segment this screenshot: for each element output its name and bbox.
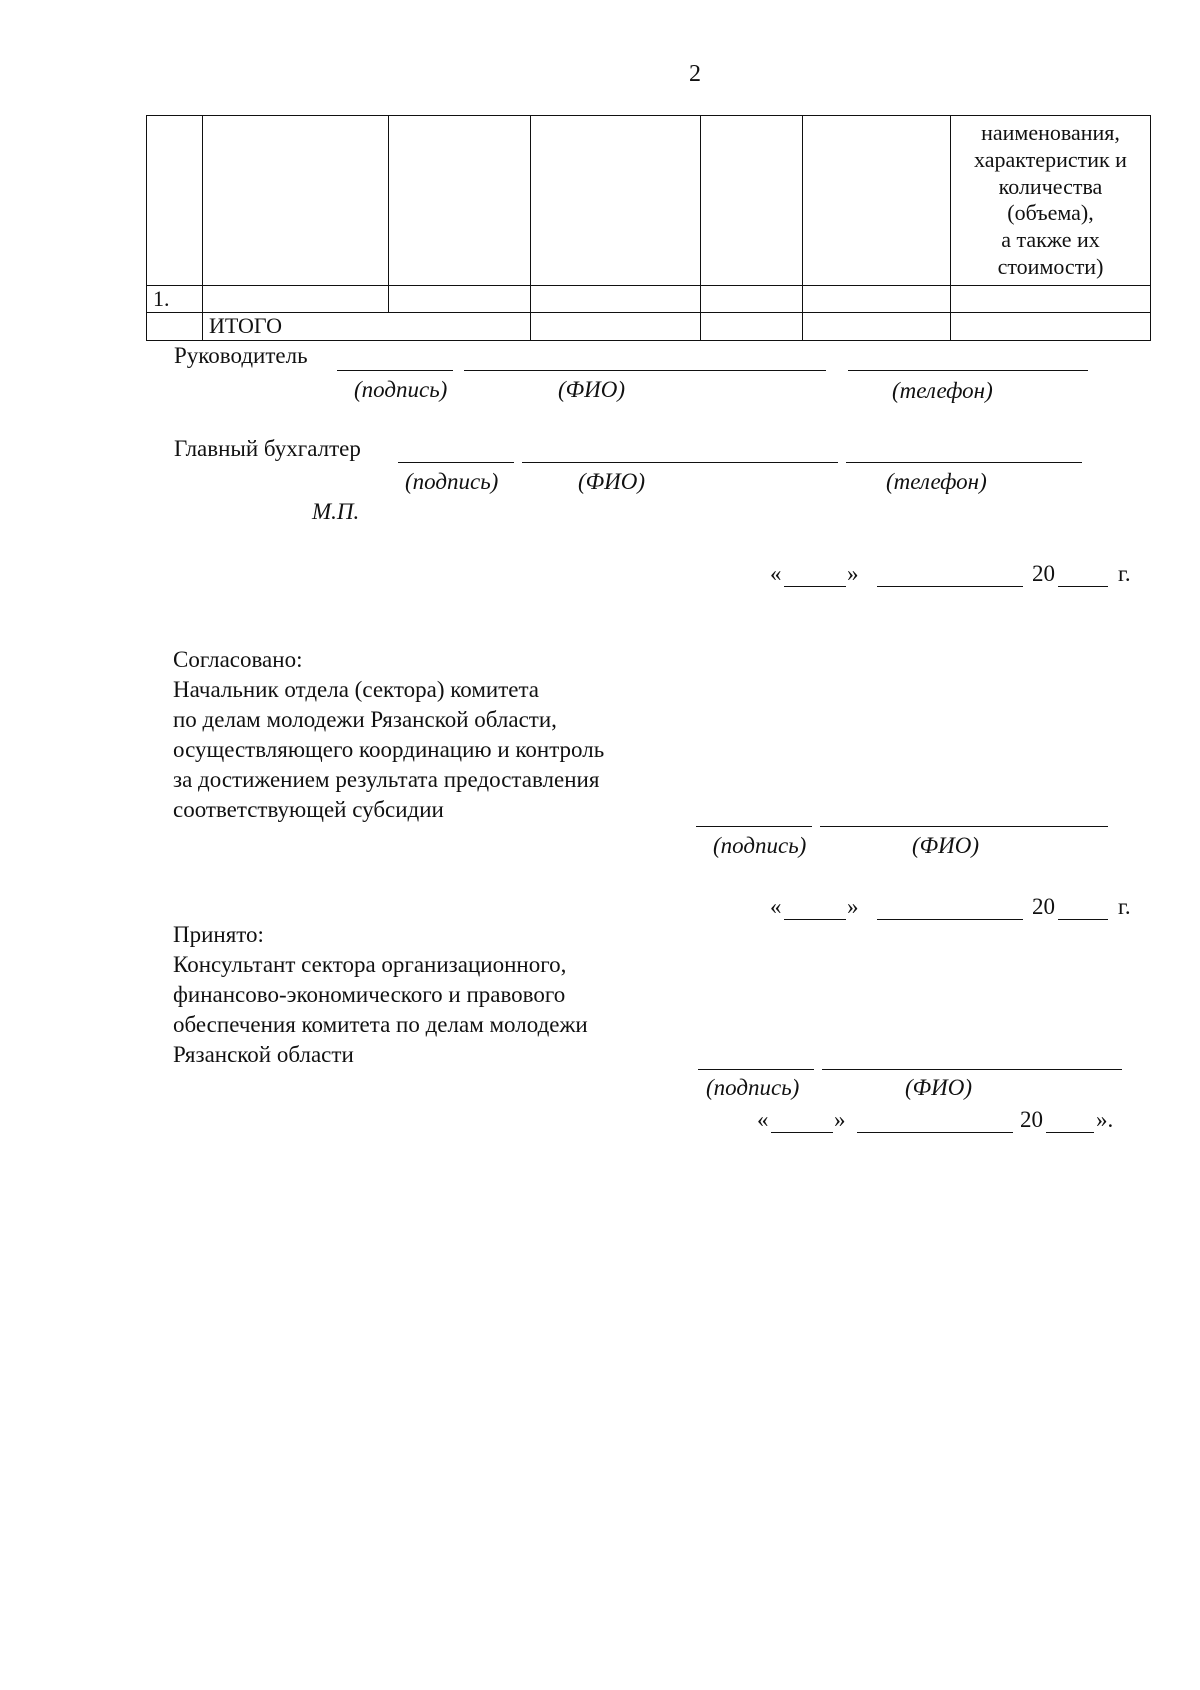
table-cell	[951, 286, 1151, 313]
date-year-prefix: 20	[1032, 894, 1055, 919]
date-close-quote: »	[847, 561, 859, 586]
table-cell	[701, 286, 803, 313]
table-row	[147, 286, 1151, 313]
date-month-line	[877, 586, 1023, 587]
table-cell	[803, 116, 951, 286]
signature-line	[698, 1069, 814, 1070]
caption-name: (ФИО)	[912, 833, 980, 858]
accountant-label: Главный бухгалтер	[174, 436, 361, 461]
head-label: Руководитель	[174, 343, 308, 368]
name-line	[820, 826, 1108, 827]
caption-name: (ФИО)	[578, 469, 646, 494]
table-header-row	[147, 116, 1151, 286]
accepted-line: Консультант сектора организационного,	[173, 952, 567, 977]
date-month-line	[877, 919, 1023, 920]
caption-signature: (подпись)	[713, 833, 807, 858]
caption-phone: (телефон)	[892, 378, 993, 403]
table-cell	[951, 313, 1151, 341]
signature-line	[696, 826, 812, 827]
date-open-quote: «	[770, 561, 782, 586]
name-line	[822, 1069, 1122, 1070]
date-day-line	[784, 919, 846, 920]
name-line	[464, 370, 826, 371]
page-number: 2	[689, 61, 701, 87]
date-month-line	[857, 1132, 1013, 1133]
table-cell	[701, 313, 803, 341]
table-cell	[389, 286, 531, 313]
accepted-line: обеспечения комитета по делам молодежи	[173, 1012, 588, 1037]
agreed-line: Начальник отдела (сектора) комитета	[173, 677, 540, 702]
report-table	[146, 115, 1151, 341]
table-cell	[203, 116, 389, 286]
table-cell	[803, 286, 951, 313]
date-year-suffix: г.	[1118, 561, 1131, 586]
date-year-line	[1058, 919, 1108, 920]
row-number-cell: 1.	[147, 286, 203, 313]
date-year-suffix: г.	[1118, 894, 1131, 919]
date-close-quote: »	[834, 1107, 846, 1132]
accepted-block	[173, 920, 588, 1070]
table-cell	[531, 286, 701, 313]
agreed-line: соответствующей субсидии	[173, 797, 444, 822]
accepted-heading: Принято:	[173, 922, 264, 947]
table-header-last-cell	[951, 116, 1151, 286]
caption-signature: (подпись)	[706, 1075, 800, 1100]
date-year-prefix: 20	[1032, 561, 1055, 586]
accepted-line: финансово-экономического и правового	[173, 982, 566, 1007]
stamp-mark: М.П.	[312, 499, 360, 524]
table-cell	[147, 116, 203, 286]
total-label-cell: ИТОГО	[203, 313, 531, 341]
agreed-line: осуществляющего координацию и контроль	[173, 737, 605, 762]
header-line: а также их	[1001, 227, 1100, 253]
date-day-line	[771, 1132, 833, 1133]
table-total-row	[147, 313, 1151, 341]
header-line: наименования,	[981, 120, 1120, 145]
agreed-heading: Согласовано:	[173, 647, 303, 672]
table-cell	[147, 313, 203, 341]
date-year-line	[1058, 586, 1108, 587]
signature-line	[337, 370, 453, 371]
caption-phone: (телефон)	[886, 469, 987, 494]
date-close-quote: »	[847, 894, 859, 919]
agreed-line: по делам молодежи Рязанской области,	[173, 707, 557, 732]
date-open-quote: «	[757, 1107, 769, 1132]
date-year-prefix: 20	[1020, 1107, 1043, 1132]
date-open-quote: «	[770, 894, 782, 919]
table-cell	[701, 116, 803, 286]
table-cell	[531, 313, 701, 341]
header-line: стоимости)	[997, 254, 1104, 280]
header-line: характеристик и	[974, 146, 1127, 172]
caption-name: (ФИО)	[905, 1075, 973, 1100]
caption-signature: (подпись)	[354, 377, 448, 402]
table-cell	[531, 116, 701, 286]
table-cell	[203, 286, 389, 313]
date-day-line	[784, 586, 846, 587]
date-year-line	[1046, 1132, 1094, 1133]
date-year-suffix: ».	[1096, 1107, 1114, 1132]
table-cell	[389, 116, 531, 286]
caption-name: (ФИО)	[558, 377, 626, 402]
agreed-block	[173, 645, 604, 825]
table-cell	[803, 313, 951, 341]
phone-line	[846, 462, 1082, 463]
caption-signature: (подпись)	[405, 469, 499, 494]
name-line	[522, 462, 838, 463]
accepted-line: Рязанской области	[173, 1042, 354, 1067]
header-line: количества	[998, 173, 1103, 199]
signature-line	[398, 462, 514, 463]
phone-line	[848, 370, 1088, 371]
agreed-line: за достижением результата предоставления	[173, 767, 600, 792]
header-line: (объема),	[1007, 200, 1094, 226]
